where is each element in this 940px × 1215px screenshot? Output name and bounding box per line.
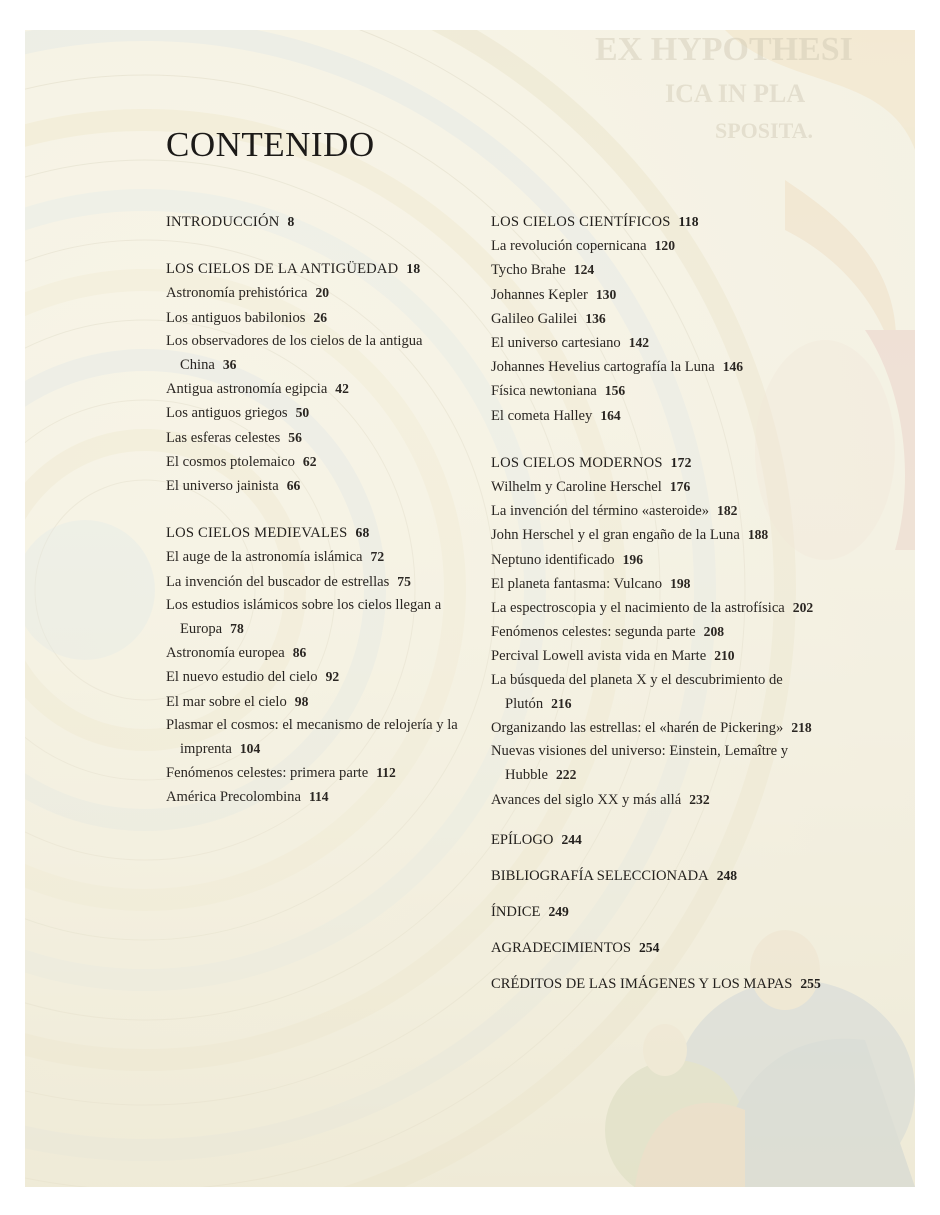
entry-title: La espectroscopia y el nacimiento de la astrofísica: [491, 600, 785, 617]
toc-entry[interactable]: [166, 690, 476, 714]
entry-page-number: 98: [294, 693, 309, 709]
toc-entry[interactable]: [166, 665, 476, 689]
toc-entry[interactable]: [491, 234, 821, 258]
entry-title: Los observadores de los cielos de la antigua China: [166, 332, 423, 374]
toc-entry[interactable]: [491, 548, 821, 572]
entry-title: Avances del siglo XX y más allá: [491, 791, 682, 808]
toc-entry[interactable]: [166, 570, 476, 594]
entry-title: La invención del término «asteroide»: [491, 503, 710, 520]
entry-title: Neptuno identificado: [491, 551, 615, 568]
entry-title: El mar sobre el cielo: [166, 693, 287, 710]
entry-page-number: 62: [302, 453, 317, 469]
entry-title: Organizando las estrellas: el «harén de Pickering»: [491, 720, 784, 737]
toc-entry[interactable]: [491, 379, 821, 403]
entry-title: Astronomía europea: [166, 645, 285, 662]
entry-title: El cometa Halley: [491, 407, 593, 424]
toc-entry[interactable]: [166, 641, 476, 665]
back-matter-page-number: 244: [561, 831, 582, 847]
toc-entry[interactable]: [491, 258, 821, 282]
entry-title: Nuevas visiones del universo: Einstein, Lemaître y Hubble: [491, 743, 789, 784]
entry-page-number: 86: [292, 645, 307, 661]
toc-entry[interactable]: [491, 523, 821, 547]
toc-entry[interactable]: [166, 281, 476, 305]
toc-entry[interactable]: [491, 740, 821, 787]
section-heading-text: INTRODUCCIÓN: [166, 214, 280, 230]
toc-entry[interactable]: [166, 785, 476, 809]
toc-entry[interactable]: [491, 331, 821, 355]
entry-title: Johannes Kepler: [491, 286, 588, 303]
entry-title: Física newtoniana: [491, 383, 597, 400]
entry-page-number: 208: [703, 624, 725, 640]
entry-page-number: 210: [714, 648, 735, 664]
entry-page-number: 78: [230, 621, 244, 637]
toc-entry[interactable]: [166, 306, 476, 330]
entry-title: Galileo Galilei: [491, 310, 578, 327]
toc-entry[interactable]: [491, 716, 821, 740]
toc-entry[interactable]: [166, 401, 476, 425]
entry-title: Fenómenos celestes: primera parte: [166, 765, 369, 782]
toc-entry[interactable]: [491, 499, 821, 523]
entry-page-number: 146: [722, 359, 744, 375]
entry-page-number: 112: [376, 765, 396, 781]
entry-title: Johannes Hevelius cartografía la Luna: [491, 359, 715, 376]
entry-page-number: 216: [551, 695, 572, 711]
entry-title: El universo jainista: [166, 478, 279, 495]
back-matter-item[interactable]: [491, 936, 821, 961]
back-matter-page-number: 255: [800, 976, 821, 992]
toc-entry[interactable]: [166, 330, 476, 377]
back-matter-title: ÍNDICE: [491, 904, 541, 921]
section-heading[interactable]: [166, 257, 476, 281]
section-heading[interactable]: [166, 210, 476, 234]
back-matter-title: AGRADECIMIENTOS: [491, 940, 631, 957]
entry-page-number: 142: [628, 335, 650, 351]
entry-page-number: 130: [595, 286, 617, 302]
toc-entry[interactable]: [166, 761, 476, 785]
entry-page-number: 20: [315, 285, 330, 301]
entry-page-number: 66: [286, 478, 301, 494]
entry-title: La invención del buscador de estrellas: [166, 573, 390, 590]
entry-page-number: 50: [295, 405, 310, 421]
entry-page-number: 136: [585, 310, 606, 326]
toc-entry[interactable]: [166, 545, 476, 569]
entry-page-number: 176: [669, 479, 691, 495]
entry-title: John Herschel y el gran engaño de la Luna: [491, 527, 740, 544]
toc-section: [166, 210, 476, 234]
toc-entry[interactable]: [166, 450, 476, 474]
toc-entry[interactable]: [166, 594, 476, 641]
entry-title: La revolución copernicana: [491, 238, 647, 255]
page-title: CONTENIDO: [166, 125, 375, 164]
toc-entry[interactable]: [166, 377, 476, 401]
toc-entry[interactable]: [491, 596, 821, 620]
entry-title: El auge de la astronomía islámica: [166, 549, 363, 566]
entry-page-number: 124: [573, 262, 595, 278]
toc-entry[interactable]: [491, 620, 821, 644]
section-page-number: 68: [355, 525, 370, 541]
toc-section: [166, 521, 476, 809]
entry-title: El nuevo estudio del cielo: [166, 669, 318, 686]
section-heading[interactable]: [491, 451, 821, 475]
entry-page-number: 92: [325, 669, 340, 685]
entry-page-number: 188: [747, 527, 769, 543]
toc-entry[interactable]: [166, 426, 476, 450]
toc-entry[interactable]: [491, 283, 821, 307]
toc-entry[interactable]: [491, 788, 821, 812]
toc-section: [166, 257, 476, 498]
back-matter-item[interactable]: [491, 864, 821, 889]
toc-entry[interactable]: [491, 669, 821, 716]
back-matter-item[interactable]: [491, 828, 821, 853]
entry-page-number: 182: [717, 503, 738, 519]
entry-page-number: 114: [308, 789, 329, 805]
toc-section: [491, 451, 821, 812]
entry-title: Fenómenos celestes: segunda parte: [491, 624, 696, 641]
back-matter-item[interactable]: [491, 972, 821, 997]
entry-title: Las esferas celestes: [166, 429, 281, 446]
back-matter-title: CRÉDITOS DE LAS IMÁGENES Y LOS MAPAS: [491, 976, 793, 993]
toc-entry[interactable]: [491, 475, 821, 499]
toc-entry[interactable]: [491, 572, 821, 596]
entry-page-number: 218: [791, 720, 812, 736]
entry-title: Tycho Brahe: [491, 262, 566, 279]
toc-left-column: [166, 210, 476, 810]
toc-section: [491, 210, 821, 428]
entry-title: Percival Lowell avista vida en Marte: [491, 648, 707, 665]
entry-title: Astronomía prehistórica: [166, 285, 308, 302]
section-heading[interactable]: [491, 210, 821, 234]
table-of-contents: [25, 30, 915, 1187]
section-page-number: 8: [287, 214, 295, 229]
entry-page-number: 26: [313, 309, 328, 325]
entry-page-number: 156: [604, 383, 626, 399]
entry-page-number: 42: [335, 381, 349, 397]
back-matter-page-number: 254: [639, 940, 660, 956]
entry-title: Los estudios islámicos sobre los cielos llegan a Europa: [166, 596, 442, 638]
entry-title: Wilhelm y Caroline Herschel: [491, 479, 662, 496]
toc-entry[interactable]: [491, 355, 821, 379]
entry-title: Plasmar el cosmos: el mecanismo de relojería y la imprenta: [166, 716, 458, 758]
book-page: [25, 30, 915, 1187]
entry-title: El planeta fantasma: Vulcano: [491, 575, 663, 592]
entry-title: Los antiguos babilonios: [166, 309, 306, 326]
entry-page-number: 104: [239, 741, 261, 757]
entry-page-number: 75: [397, 573, 411, 589]
toc-right-column: [491, 210, 821, 1008]
back-matter-title: EPÍLOGO: [491, 831, 554, 848]
toc-entry[interactable]: [491, 307, 821, 331]
entry-page-number: 56: [288, 429, 302, 445]
toc-entry[interactable]: [491, 644, 821, 668]
toc-back-matter: [491, 828, 821, 997]
section-page-number: 18: [406, 261, 421, 277]
entry-page-number: 72: [370, 549, 385, 565]
toc-entry[interactable]: [166, 714, 476, 761]
entry-page-number: 198: [670, 575, 691, 591]
toc-entry[interactable]: [491, 404, 821, 428]
entry-page-number: 164: [600, 407, 621, 423]
section-heading[interactable]: [166, 521, 476, 545]
entry-page-number: 222: [555, 767, 577, 783]
section-heading-text: LOS CIELOS MODERNOS: [491, 454, 663, 471]
back-matter-page-number: 248: [716, 867, 738, 883]
entry-page-number: 202: [792, 600, 814, 616]
entry-title: Los antiguos griegos: [166, 405, 288, 422]
toc-entry[interactable]: [166, 474, 476, 498]
back-matter-item[interactable]: [491, 900, 821, 925]
section-heading-text: LOS CIELOS MEDIEVALES: [166, 525, 348, 542]
section-page-number: 118: [678, 214, 699, 229]
entry-title: La búsqueda del planeta X y el descubrimiento de Plutón: [491, 671, 783, 712]
entry-title: América Precolombina: [166, 789, 301, 806]
entry-title: El cosmos ptolemaico: [166, 453, 295, 470]
entry-page-number: 232: [689, 791, 710, 807]
entry-title: Antigua astronomía egipcia: [166, 381, 328, 398]
entry-page-number: 120: [654, 238, 675, 254]
section-heading-text: LOS CIELOS DE LA ANTIGÜEDAD: [166, 261, 399, 278]
entry-page-number: 196: [622, 551, 643, 567]
section-page-number: 172: [670, 454, 692, 470]
entry-page-number: 36: [222, 357, 237, 373]
back-matter-page-number: 249: [548, 904, 569, 920]
entry-title: El universo cartesiano: [491, 335, 621, 352]
toc-right-sections: [491, 210, 821, 812]
section-heading-text: LOS CIELOS CIENTÍFICOS: [491, 214, 671, 230]
back-matter-title: BIBLIOGRAFÍA SELECCIONADA: [491, 867, 709, 884]
